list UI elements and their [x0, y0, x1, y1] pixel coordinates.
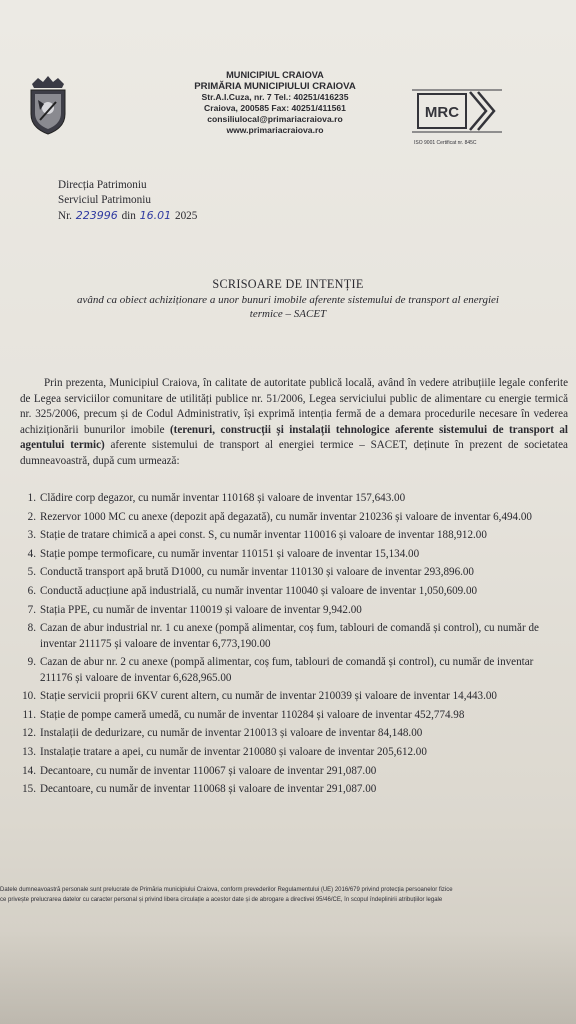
asset-list-item [27, 510, 568, 525]
subtitle-line-2: termice – SACET [249, 308, 327, 320]
page-shadow [0, 930, 576, 1024]
asset-list-item-number: 14. [22, 764, 36, 777]
intro-text-part-2: aferente sistemului de transport al energiei termice – SACET, deținute în prezent de societatea dumneavoastră, după cum urmează: [20, 439, 568, 467]
mrc-certification-logo-icon [410, 78, 520, 148]
asset-list-item-text: Cazan de abur industrial nr. 1 cu anexe (pompă alimentar, coș fum, tablouri de comandă și control), cu număr de inventar 211175 și valoare de inventar 6,773,190.00 [40, 622, 539, 650]
asset-list-item-number: 11. [22, 708, 36, 721]
department-block [58, 178, 197, 224]
asset-list-item-text: Cazan de abur nr. 2 cu anexe (pompă alimentar, coș fum, tablouri de comandă și control), cu număr de inventar 211176 și valoare de inventar 6,628,965.00 [40, 656, 534, 684]
header-website: www.primariacraiova.ro [226, 125, 324, 135]
asset-list-item [22, 764, 568, 779]
asset-list-item [27, 491, 568, 506]
asset-list-item-text: Instalație tratare a apei, cu număr de inventar 210080 și valoare de inventar 205,612.00 [40, 745, 427, 758]
subtitle-line-1: având ca obiect achiziționare a unor bunuri imobile aferente sistemului de transport al energiei [77, 294, 499, 306]
asset-list-item-text: Stație de pompe cameră umedă, cu număr de inventar 110284 și valoare de inventar 452,774.98 [40, 708, 465, 721]
asset-list-item-number: 10. [22, 690, 36, 703]
asset-list-item [27, 655, 568, 686]
department-name: Direcția Patrimoniu [58, 179, 147, 191]
asset-list-item [27, 603, 568, 618]
asset-list-item-text: Stație pompe termoficare, cu număr inventar 110151 și valoare de inventar 15,134.00 [40, 547, 420, 560]
service-name: Serviciul Patrimoniu [58, 194, 151, 206]
asset-list-item-text: Clădire corp degazor, cu număr inventar 110168 și valoare de inventar 157,643.00 [40, 492, 406, 504]
asset-list-item [27, 584, 568, 599]
gdpr-footer [0, 885, 576, 905]
asset-list-item [22, 726, 568, 741]
craiova-coat-of-arms-icon [26, 74, 70, 136]
footer-line-1: Datele dumneavoastră personale sunt prelucrate de Primăria municipiului Craiova, conform prevederilor Regulamentului (UE) 2016/679 privind protecția persoanelor fizice [0, 887, 453, 893]
asset-list-item-text: Decantoare, cu număr de inventar 110067 și valoare de inventar 291,087.00 [40, 764, 377, 777]
asset-list-item [22, 745, 568, 760]
header-email: consiliulocal@primariacraiova.ro [207, 114, 343, 124]
asset-list-item-text: Stație servicii proprii 6KV curent altern, cu număr de inventar 210039 și valoare de inventar 14,443.00 [40, 690, 497, 703]
asset-list-item-number: 13. [22, 745, 36, 758]
asset-list-item-text: Decantoare, cu număr de inventar 110068 și valoare de inventar 291,087.00 [40, 783, 377, 796]
asset-list-item [22, 708, 568, 723]
asset-list-item-number: 9. [27, 656, 36, 669]
asset-list-item-number: 7. [27, 603, 36, 616]
certification-text: ISO 9001 Certificat nr. 845C [414, 140, 477, 146]
document-title: SCRISOARE DE INTENȚIE [212, 277, 364, 291]
asset-list-item [27, 565, 568, 580]
year: 2025 [174, 210, 198, 222]
asset-list-item [22, 689, 568, 704]
asset-list-item [27, 621, 568, 652]
asset-list-item-number: 1. [27, 492, 36, 504]
date-prefix: din [121, 210, 136, 222]
asset-list-item-number: 3. [27, 529, 36, 542]
asset-list-item-number: 8. [27, 622, 36, 635]
header-postal: Craiova, 200585 Fax: 40251/411561 [204, 103, 346, 113]
asset-list-item-number: 15. [22, 783, 36, 796]
footer-line-2: ce privește prelucrarea datelor cu caracter personal și privind libera circulație a acestor date și de abrogare a directivei 95/46/CE, în scopul îndeplinirii atribuțiilor legale [0, 897, 443, 903]
asset-list [22, 491, 568, 801]
asset-list-item-text: Stația PPE, cu număr de inventar 110019 și valoare de inventar 9,942.00 [40, 603, 362, 616]
asset-list-item-number: 4. [27, 547, 36, 560]
asset-list-item-number: 6. [27, 584, 36, 597]
asset-list-item [22, 782, 568, 797]
handwritten-registration-number: 223996 [75, 209, 118, 222]
registration-number-line [58, 208, 197, 224]
asset-list-item-text: Stație de tratare chimică a apei const. S, cu număr inventar 110016 și valoare de inventar 188,912.00 [40, 529, 487, 542]
header-city-hall: PRIMĂRIA MUNICIPIULUI CRAIOVA [194, 81, 356, 92]
header-address: Str.A.I.Cuza, nr. 7 Tel.: 40251/416235 [201, 92, 349, 102]
intro-text-part-1: Prin prezenta, Municipiul Craiova, în calitate de autoritate publică locală, având în vedere atribuțiile legale conferite de Legea serviciilor comunitare de utilități publice nr. 51/2006, Legea serviciului public de alimentare cu energie termică nr. 325/2006, precum și de Codul Administrativ, își exprimă intenția fermă de a demara procedurile necesare în vederea achiziționării bunurilor imobile [20, 377, 568, 436]
asset-list-item [27, 528, 568, 543]
asset-list-item-number: 5. [27, 566, 36, 579]
header-municipality: MUNICIPIUL CRAIOVA [226, 70, 324, 80]
letterhead [150, 70, 400, 136]
handwritten-date: 16.01 [139, 209, 172, 222]
asset-list-item-text: Conductă transport apă brută D1000, cu număr inventar 110130 și valoare de inventar 293,896.00 [40, 566, 474, 579]
document-subtitle [30, 293, 546, 321]
asset-list-item-text: Rezervor 1000 MC cu anexe (depozit apă degazată), cu număr inventar 210236 și valoare de inventar 6,494.00 [40, 510, 532, 523]
asset-list-item-number: 12. [22, 727, 36, 740]
svg-text:MRC: MRC [424, 104, 460, 121]
intro-text-bold: (terenuri, construcții și instalații tehnologice aferente sistemului de transport al agentului termic) [20, 423, 568, 452]
intro-paragraph [20, 376, 568, 470]
asset-list-item-number: 2. [27, 510, 36, 523]
asset-list-item [27, 547, 568, 562]
asset-list-item-text: Instalații de dedurizare, cu număr de inventar 210013 și valoare de inventar 84,148.00 [40, 727, 423, 740]
nr-prefix: Nr. [58, 210, 72, 222]
asset-list-item-text: Conductă aducțiune apă industrială, cu număr inventar 110040 și valoare de inventar 1,050,609.00 [40, 584, 478, 597]
